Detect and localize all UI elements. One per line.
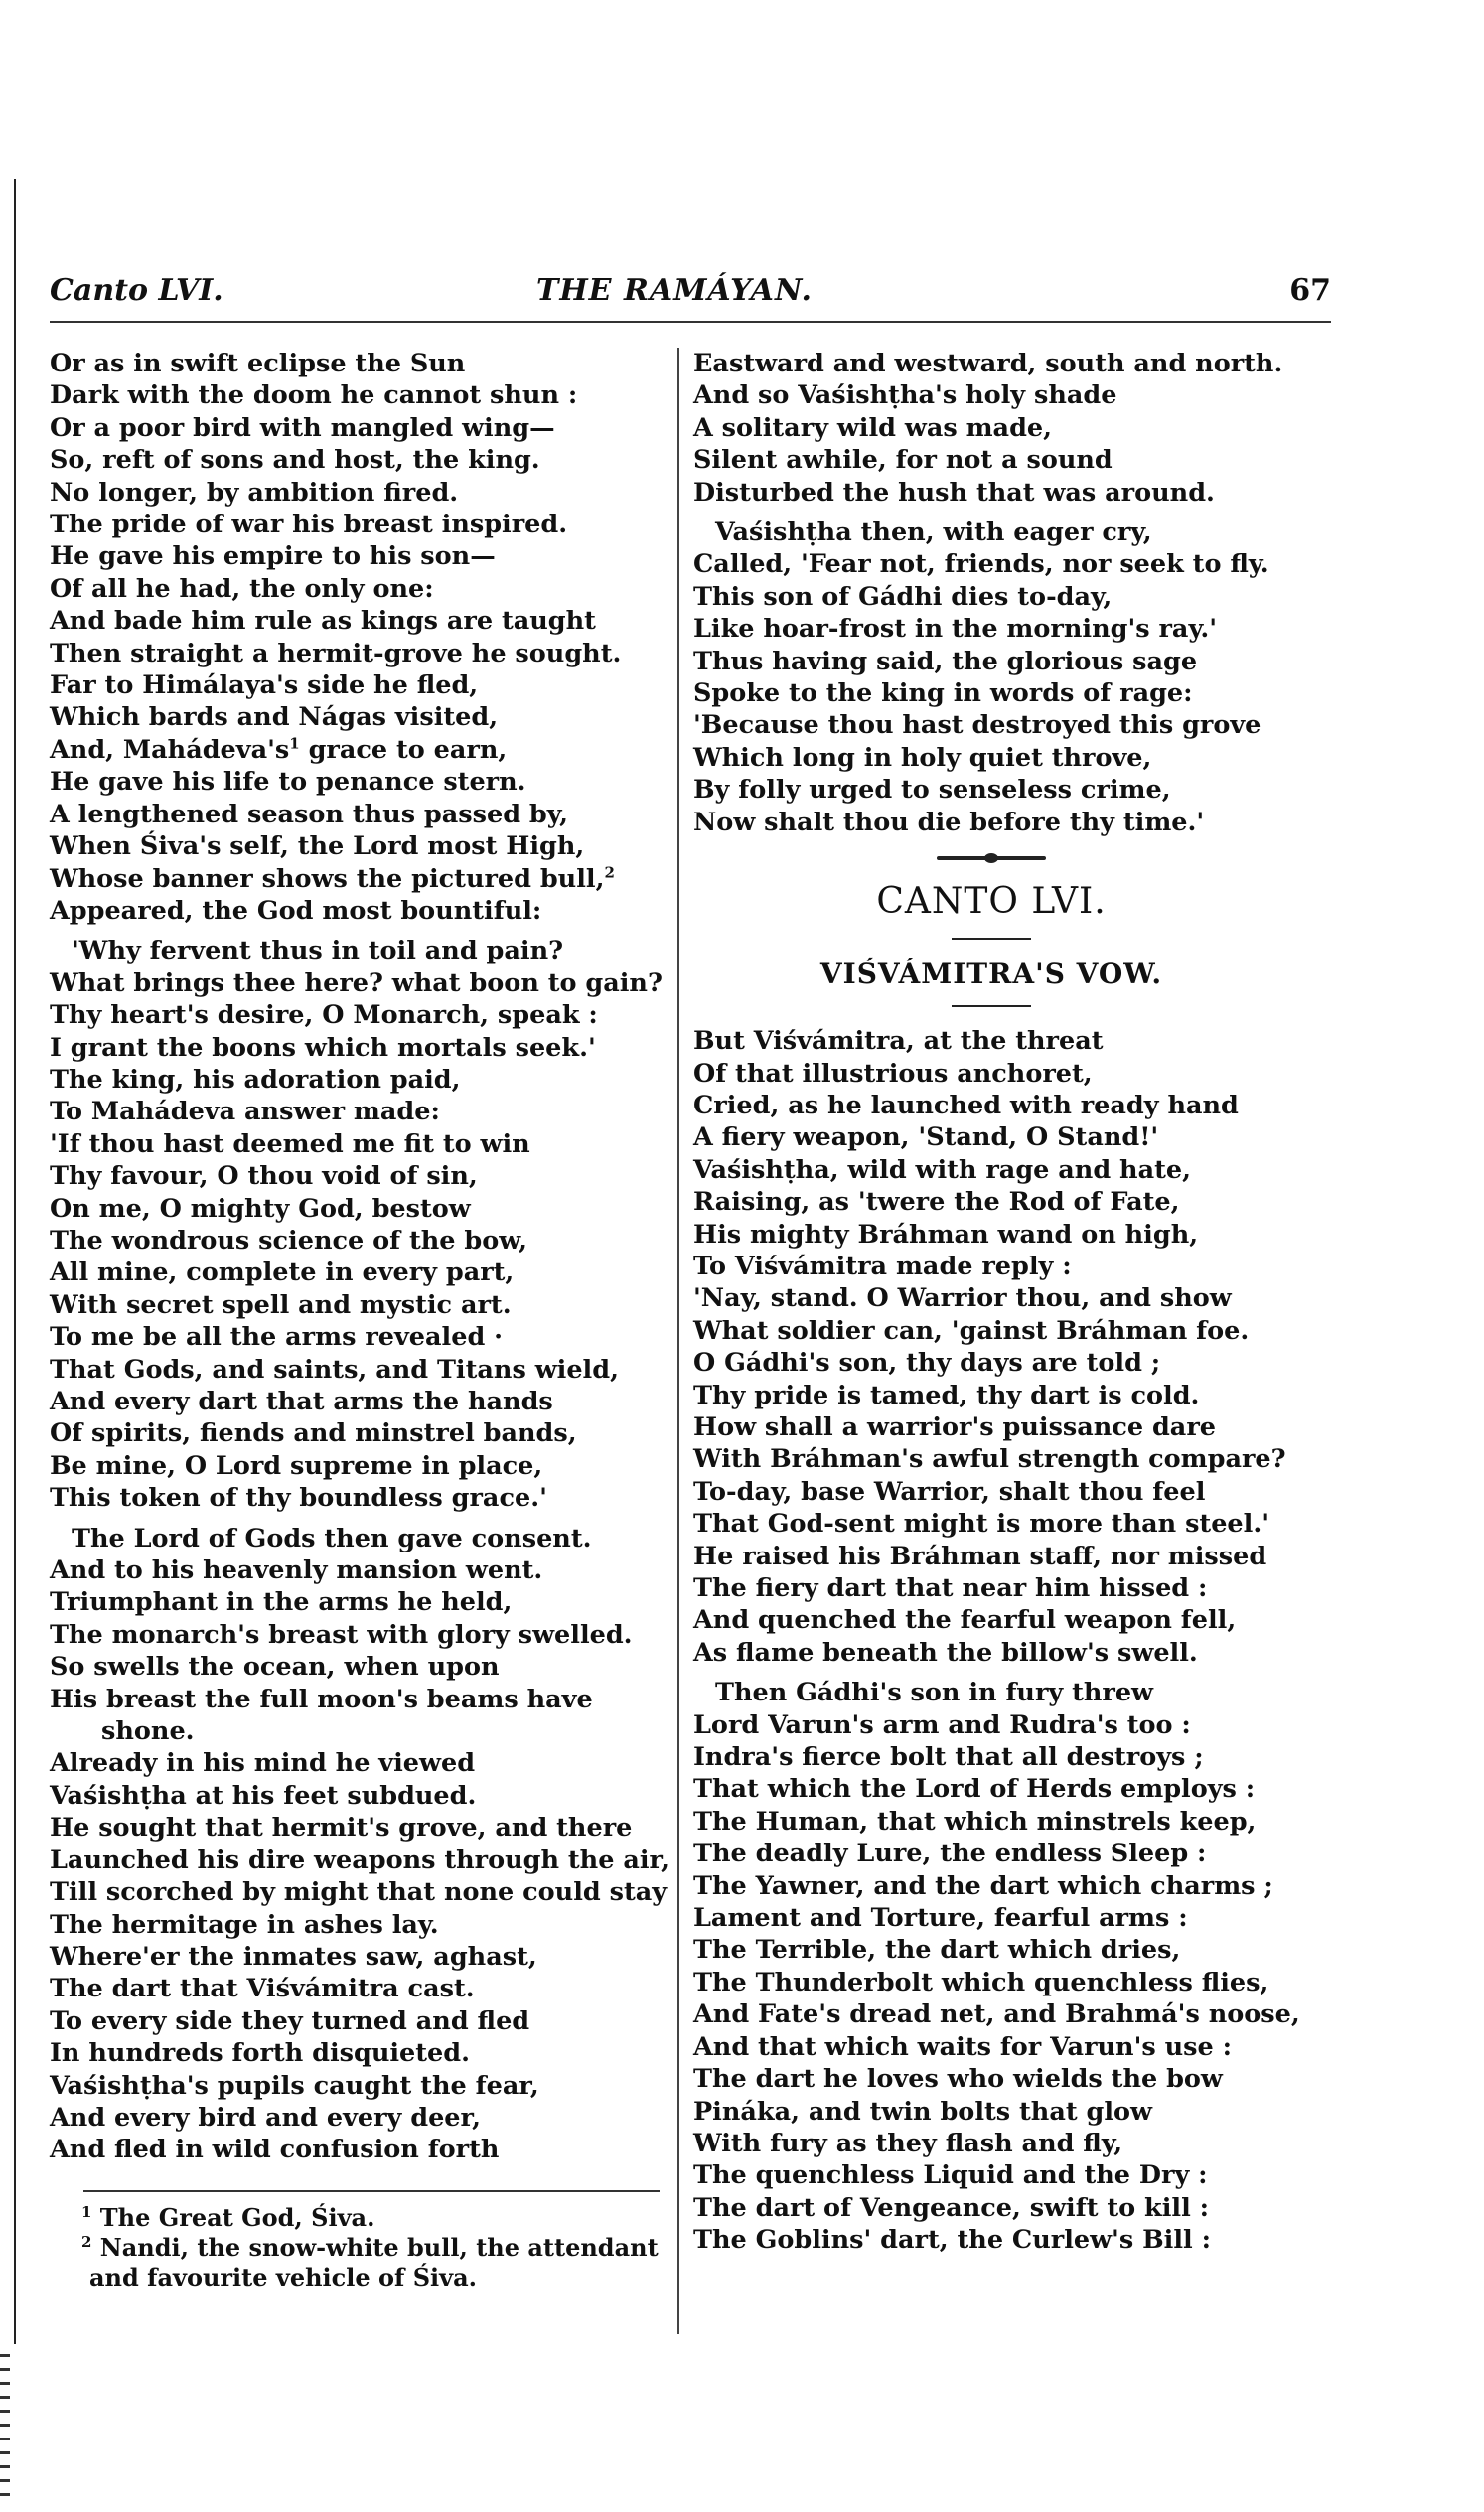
- verse-line: [693, 517, 1329, 548]
- verse-line-text: Now shalt thou die before thy time.': [693, 807, 1205, 837]
- ornament-divider: [937, 856, 1046, 860]
- verse-line-text: Already in his mind he viewed: [50, 1748, 476, 1779]
- verse-line-text: A lengthened season thus passed by,: [50, 799, 569, 829]
- verse-line: [693, 2031, 1329, 2063]
- verse-line-text: And bade him rule as kings are taught: [50, 606, 596, 637]
- verse-line: [50, 1780, 666, 1812]
- margin-marks: [0, 2354, 10, 2503]
- verse-line-text: Cried, as he launched with ready hand: [693, 1090, 1239, 1120]
- verse-line-text: With fury as they flash and fly,: [693, 2128, 1123, 2158]
- verse-line-text: Or a poor bird with mangled wing—: [50, 412, 555, 443]
- verse-line: [693, 1219, 1329, 1251]
- verse-line-text: The Lord of Gods then gave consent.: [72, 1523, 592, 1553]
- verse-line: [693, 1380, 1329, 1411]
- canto-heading: CANTO LVI.: [876, 881, 1107, 923]
- verse-line-text: 'Because thou hast destroyed this grove: [693, 710, 1261, 741]
- footnote-text: The Great God, Śiva.: [91, 2203, 375, 2232]
- verse-line-text: Appeared, the God most bountiful:: [50, 895, 542, 926]
- verse-line: [50, 1160, 666, 1192]
- verse-line: [693, 444, 1329, 476]
- stanza-gap: [50, 927, 666, 935]
- footnote-number: 1: [81, 2203, 92, 2221]
- verse-line: [693, 742, 1329, 774]
- verse-line: [50, 1289, 666, 1321]
- verse-line-text: Indra's fierce bolt that all destroys ;: [693, 1742, 1204, 1773]
- verse-line: [50, 1812, 666, 1844]
- verse-line: [693, 412, 1329, 444]
- verse-line-text-continued: grace to earn,: [299, 734, 508, 765]
- verse-line: [693, 1677, 1329, 1708]
- verse-line-text: Far to Himálaya's side he fled,: [50, 670, 479, 701]
- verse-line: [693, 1025, 1329, 1057]
- verse-line-text: That which the Lord of Herds employs :: [693, 1774, 1256, 1805]
- verse-line-text: The dart that Viśvámitra cast.: [50, 1974, 475, 2004]
- verse-line-text: Spoke to the king in words of rage:: [693, 678, 1193, 709]
- verse-line: [693, 1967, 1329, 1998]
- verse-line-text: What brings thee here? what boon to gain?: [50, 967, 663, 998]
- verse-line: [50, 935, 666, 966]
- verse-line: [50, 1128, 666, 1160]
- verse-line-text: To every side they turned and fled: [50, 2005, 530, 2036]
- verse-line: [693, 348, 1329, 379]
- verse-line: [693, 1186, 1329, 1218]
- verse-line-text: Thy heart's desire, O Monarch, speak :: [50, 1000, 598, 1031]
- verse-line-text: Where'er the inmates saw, aghast,: [50, 1941, 537, 1972]
- verse-line: [693, 1411, 1329, 1443]
- verse-line: [693, 709, 1329, 741]
- verse-line-text: Vaśishṭha at his feet subdued.: [50, 1780, 477, 1811]
- footnote-text: Nandi, the snow-white bull, the attendant and favourite vehicle of Śiva.: [89, 2233, 659, 2291]
- verse-line-text: Of all he had, the only one:: [50, 573, 434, 604]
- footnote-marker: 1: [289, 734, 300, 753]
- verse-line-text: The Thunderbolt which quenchless flies,: [693, 1967, 1269, 1997]
- verse-line-text: Eastward and westward, south and north.: [693, 349, 1283, 378]
- running-head-title: THE RAMÁYAN.: [536, 273, 813, 308]
- footnote: [50, 2203, 666, 2233]
- verse-line: [50, 477, 666, 509]
- verse-line-text: He gave his life to penance stern.: [50, 767, 526, 798]
- margin-rule: [14, 179, 16, 2344]
- column-divider: [677, 348, 679, 2334]
- footnote: [50, 2233, 666, 2292]
- verse-line: [50, 509, 666, 540]
- verse-line: [693, 1604, 1329, 1636]
- verse-line-text: Be mine, O Lord supreme in place,: [50, 1450, 543, 1481]
- verse-line: [693, 1508, 1329, 1540]
- verse-line: [693, 1572, 1329, 1604]
- verse-line-text: Like hoar-frost in the morning's ray.': [693, 614, 1218, 645]
- verse-line: [50, 895, 666, 927]
- verse-line-text: The Terrible, the dart which dries,: [693, 1935, 1181, 1966]
- right-column: [693, 348, 1329, 2257]
- right-column-verse-bottom: [693, 1025, 1329, 2256]
- verse-line: [50, 573, 666, 605]
- verse-line-text: He sought that hermit's grove, and there: [50, 1813, 633, 1844]
- verse-line-text: Triumphant in the arms he held,: [50, 1587, 513, 1618]
- verse-line: [50, 540, 666, 572]
- verse-line: [693, 774, 1329, 806]
- verse-line: [50, 1909, 666, 1941]
- footnotes: [50, 2203, 666, 2292]
- verse-line-text: The wondrous science of the bow,: [50, 1225, 527, 1256]
- verse-line: [50, 1256, 666, 1288]
- verse-line: [50, 2134, 666, 2165]
- verse-line-text: When Śiva's self, the Lord most High,: [50, 831, 585, 862]
- verse-line: [50, 669, 666, 701]
- verse-line: [50, 2037, 666, 2069]
- verse-line-text: shone.: [101, 1716, 195, 1747]
- verse-line-text: He gave his empire to his son—: [50, 541, 496, 572]
- verse-line-text: 'If thou hast deemed me fit to win: [50, 1128, 530, 1159]
- verse-line: [693, 1315, 1329, 1347]
- verse-line-text: Vaśishṭha, wild with rage and hate,: [693, 1154, 1191, 1185]
- verse-line-text: With secret spell and mystic art.: [50, 1289, 512, 1320]
- verse-line: [50, 1715, 666, 1747]
- verse-line-text: All mine, complete in every part,: [50, 1257, 515, 1288]
- verse-line: [693, 1154, 1329, 1186]
- verse-line-text: The Goblins' dart, the Curlew's Bill :: [693, 2225, 1212, 2256]
- verse-line-text: Raising, as 'twere the Rod of Fate,: [693, 1187, 1180, 1218]
- verse-line-text: Lord Varun's arm and Rudra's too :: [693, 1709, 1191, 1740]
- verse-line: [693, 379, 1329, 411]
- verse-line: [50, 1225, 666, 1256]
- verse-line: [693, 1741, 1329, 1773]
- stanza-gap: [693, 1669, 1329, 1677]
- verse-line: [50, 1747, 666, 1779]
- verse-line-text: The Human, that which minstrels keep,: [693, 1806, 1257, 1837]
- verse-line-text: The king, his adoration paid,: [50, 1064, 461, 1095]
- verse-line-text: How shall a warrior's puissance dare: [693, 1411, 1216, 1442]
- verse-line-text: Dark with the doom he cannot shun :: [50, 380, 578, 411]
- verse-line-text: So swells the ocean, when upon: [50, 1652, 500, 1683]
- verse-line-text: And to his heavenly mansion went.: [50, 1555, 543, 1586]
- verse-line: [693, 1476, 1329, 1508]
- verse-line-text: Then straight a hermit-grove he sought.: [50, 638, 622, 668]
- verse-line: [50, 766, 666, 798]
- verse-line-text: But Viśvámitra, at the threat: [693, 1026, 1104, 1057]
- verse-line: [50, 444, 666, 476]
- verse-line: [50, 1482, 666, 1514]
- verse-line-text: And so Vaśishṭha's holy shade: [693, 380, 1117, 411]
- verse-line: [693, 548, 1329, 580]
- verse-line-text: The deadly Lure, the endless Sleep :: [693, 1839, 1207, 1869]
- verse-line: [693, 646, 1329, 677]
- verse-line-text: Of that illustrious anchoret,: [693, 1058, 1093, 1089]
- footnote-rule: [83, 2190, 660, 2192]
- verse-line: [693, 1058, 1329, 1090]
- verse-line: [693, 1806, 1329, 1838]
- verse-line-text: To Viśvámitra made reply :: [693, 1251, 1072, 1281]
- verse-line: [50, 348, 666, 379]
- verse-line: [693, 1347, 1329, 1379]
- verse-line: [693, 1773, 1329, 1805]
- verse-line: [693, 1637, 1329, 1669]
- verse-line: [693, 1934, 1329, 1966]
- verse-line-text: That God-sent might is more than steel.': [693, 1509, 1270, 1540]
- verse-line: [50, 1032, 666, 1064]
- verse-line-text: To me be all the arms revealed ·: [50, 1322, 504, 1353]
- verse-line: [50, 379, 666, 411]
- verse-line: [693, 1282, 1329, 1314]
- verse-line: [50, 999, 666, 1031]
- verse-line-text: Lament and Torture, fearful arms :: [693, 1903, 1188, 1934]
- verse-line: [50, 799, 666, 830]
- verse-line-text: Pináka, and twin bolts that glow: [693, 2096, 1152, 2127]
- verse-line-text: Which bards and Nágas visited,: [50, 702, 499, 733]
- subtitle-rule: [952, 1005, 1031, 1007]
- verse-line: [693, 2159, 1329, 2191]
- verse-line: [693, 1541, 1329, 1572]
- verse-line-text: Thy favour, O thou void of sin,: [50, 1161, 478, 1192]
- verse-line-text: By folly urged to senseless crime,: [693, 775, 1171, 806]
- verse-line: [50, 1417, 666, 1449]
- verse-line-text: Of spirits, fiends and minstrel bands,: [50, 1418, 577, 1449]
- verse-line-text: And every bird and every deer,: [50, 2102, 481, 2133]
- left-column: [50, 348, 669, 2166]
- verse-line: [50, 1321, 666, 1353]
- canto-heading-block: [693, 856, 1289, 1007]
- verse-line: [693, 677, 1329, 709]
- verse-line-text: A solitary wild was made,: [693, 412, 1053, 443]
- verse-line: [693, 2096, 1329, 2128]
- verse-line-text: A fiery weapon, 'Stand, O Stand!': [693, 1122, 1159, 1153]
- verse-line: [50, 1845, 669, 1876]
- verse-line-text: On me, O mighty God, bestow: [50, 1193, 471, 1224]
- verse-line: [693, 807, 1329, 838]
- verse-line-text: The monarch's breast with glory swelled.: [50, 1619, 633, 1650]
- verse-line: [50, 863, 666, 895]
- verse-line-text: Launched his dire weapons through the air,: [50, 1845, 669, 1875]
- verse-line: [50, 1973, 666, 2004]
- verse-line-text: Silent awhile, for not a sound: [693, 445, 1113, 476]
- verse-line: [693, 1090, 1329, 1121]
- verse-line: [50, 2102, 666, 2134]
- verse-line: [693, 613, 1329, 645]
- verse-line-text: 'Nay, stand. O Warrior thou, and show: [693, 1283, 1232, 1314]
- verse-line: [693, 2192, 1329, 2224]
- verse-line: [50, 1386, 666, 1417]
- verse-line-text: Till scorched by might that none could stay: [50, 1877, 668, 1908]
- verse-line-text: The dart of Vengeance, swift to kill :: [693, 2192, 1210, 2223]
- verse-line-text: The pride of war his breast inspired.: [50, 510, 568, 540]
- verse-line-text: Whose banner shows the pictured bull,: [50, 863, 605, 894]
- verse-line: [50, 1450, 666, 1482]
- verse-line: [693, 1998, 1329, 2030]
- verse-line-text: And Fate's dread net, and Brahmá's noose,: [693, 1999, 1300, 2030]
- verse-line-text: 'Why fervent thus in toil and pain?: [72, 936, 564, 966]
- header-rule: [50, 321, 1331, 323]
- verse-line: [50, 1876, 666, 1908]
- verse-line: [693, 2128, 1329, 2159]
- verse-line: [693, 1838, 1329, 1869]
- verse-line-text: His breast the full moon's beams have: [50, 1684, 593, 1714]
- verse-line-text: Disturbed the hush that was around.: [693, 477, 1215, 508]
- verse-line: [50, 734, 666, 766]
- right-column-verse-top: [693, 348, 1329, 838]
- verse-line-text: The dart he loves who wields the bow: [693, 2064, 1223, 2095]
- verse-line: [50, 412, 666, 444]
- verse-line-text: Vaśishṭha then, with eager cry,: [715, 517, 1152, 548]
- verse-line: [50, 1684, 666, 1715]
- verse-line: [693, 2063, 1329, 2095]
- verse-line-text: The Yawner, and the dart which charms ;: [693, 1870, 1273, 1901]
- verse-line: [50, 1619, 666, 1651]
- verse-line: [50, 1523, 666, 1554]
- verse-line: [50, 1651, 666, 1683]
- verse-line-text: Vaśishṭha's pupils caught the fear,: [50, 2070, 539, 2101]
- footnote-marker: 2: [604, 863, 615, 881]
- verse-line-text: Which long in holy quiet throve,: [693, 742, 1152, 773]
- verse-line: [50, 701, 666, 733]
- footnote-number: 2: [81, 2233, 92, 2251]
- verse-line-text: This token of thy boundless grace.': [50, 1483, 547, 1514]
- verse-line-text: With Bráhman's awful strength compare?: [693, 1444, 1286, 1475]
- verse-line-text: Thus having said, the glorious sage: [693, 646, 1198, 676]
- verse-line-text: O Gádhi's son, thy days are told ;: [693, 1348, 1161, 1379]
- page-number: 67: [1289, 273, 1331, 308]
- verse-line: [50, 2070, 666, 2102]
- verse-line-text: And, Mahádeva's: [50, 734, 290, 765]
- verse-line: [50, 1554, 666, 1586]
- stanza-gap: [693, 509, 1329, 517]
- running-head: [50, 273, 1331, 319]
- verse-line-text: And that which waits for Varun's use :: [693, 2031, 1233, 2062]
- verse-line: [693, 1709, 1329, 1741]
- verse-line-text: And quenched the fearful weapon fell,: [693, 1605, 1237, 1636]
- verse-line: [50, 605, 666, 637]
- verse-line-text: To-day, base Warrior, shalt thou feel: [693, 1476, 1206, 1507]
- verse-line: [693, 581, 1329, 613]
- verse-line-text: The hermitage in ashes lay.: [50, 1909, 439, 1940]
- verse-line-text: No longer, by ambition fired.: [50, 477, 459, 508]
- verse-line: [693, 1121, 1329, 1153]
- verse-line: [50, 830, 666, 862]
- running-head-canto: Canto LVI.: [50, 273, 223, 308]
- verse-line-text: That Gods, and saints, and Titans wield,: [50, 1354, 619, 1385]
- verse-line-text: Or as in swift eclipse the Sun: [50, 349, 466, 378]
- verse-line-text: The fiery dart that near him hissed :: [693, 1573, 1208, 1603]
- verse-line-text: To Mahádeva answer made:: [50, 1097, 440, 1127]
- verse-line: [693, 1902, 1329, 1934]
- verse-line-text: This son of Gádhi dies to-day,: [693, 581, 1113, 612]
- verse-line-text: As flame beneath the billow's swell.: [693, 1637, 1198, 1668]
- verse-line: [693, 1870, 1329, 1902]
- verse-line: [693, 1443, 1329, 1475]
- verse-line: [50, 638, 666, 669]
- canto-subtitle: VIŚVÁMITRA'S VOW.: [819, 958, 1163, 991]
- verse-line: [693, 477, 1329, 509]
- verse-line: [50, 1941, 666, 1973]
- verse-line-text: Thy pride is tamed, thy dart is cold.: [693, 1380, 1200, 1410]
- verse-line: [50, 1354, 666, 1386]
- verse-line-text: So, reft of sons and host, the king.: [50, 445, 540, 476]
- verse-line-text: And fled in wild confusion forth: [50, 2135, 500, 2165]
- verse-line-text: In hundreds forth disquieted.: [50, 2038, 470, 2069]
- verse-line-text: What soldier can, 'gainst Bráhman foe.: [693, 1315, 1250, 1346]
- verse-line-text: Then Gádhi's son in fury threw: [715, 1678, 1154, 1708]
- verse-line-text: The quenchless Liquid and the Dry :: [693, 2160, 1208, 2191]
- verse-line: [50, 1586, 666, 1618]
- verse-line-text: Called, 'Fear not, friends, nor seek to fly.: [693, 549, 1269, 580]
- verse-line: [50, 2005, 666, 2037]
- stanza-gap: [50, 1515, 666, 1523]
- verse-line: [50, 967, 666, 999]
- verse-line-text: And every dart that arms the hands: [50, 1387, 553, 1416]
- verse-line: [693, 1251, 1329, 1282]
- verse-line-text: His mighty Bráhman wand on high,: [693, 1219, 1199, 1250]
- verse-line-text: He raised his Bráhman staff, nor missed: [693, 1541, 1267, 1571]
- verse-line: [693, 2224, 1329, 2256]
- verse-line: [50, 1064, 666, 1096]
- verse-line-text: I grant the boons which mortals seek.': [50, 1032, 596, 1063]
- heading-rule: [952, 938, 1031, 940]
- verse-line: [50, 1193, 666, 1225]
- verse-line: [50, 1096, 666, 1127]
